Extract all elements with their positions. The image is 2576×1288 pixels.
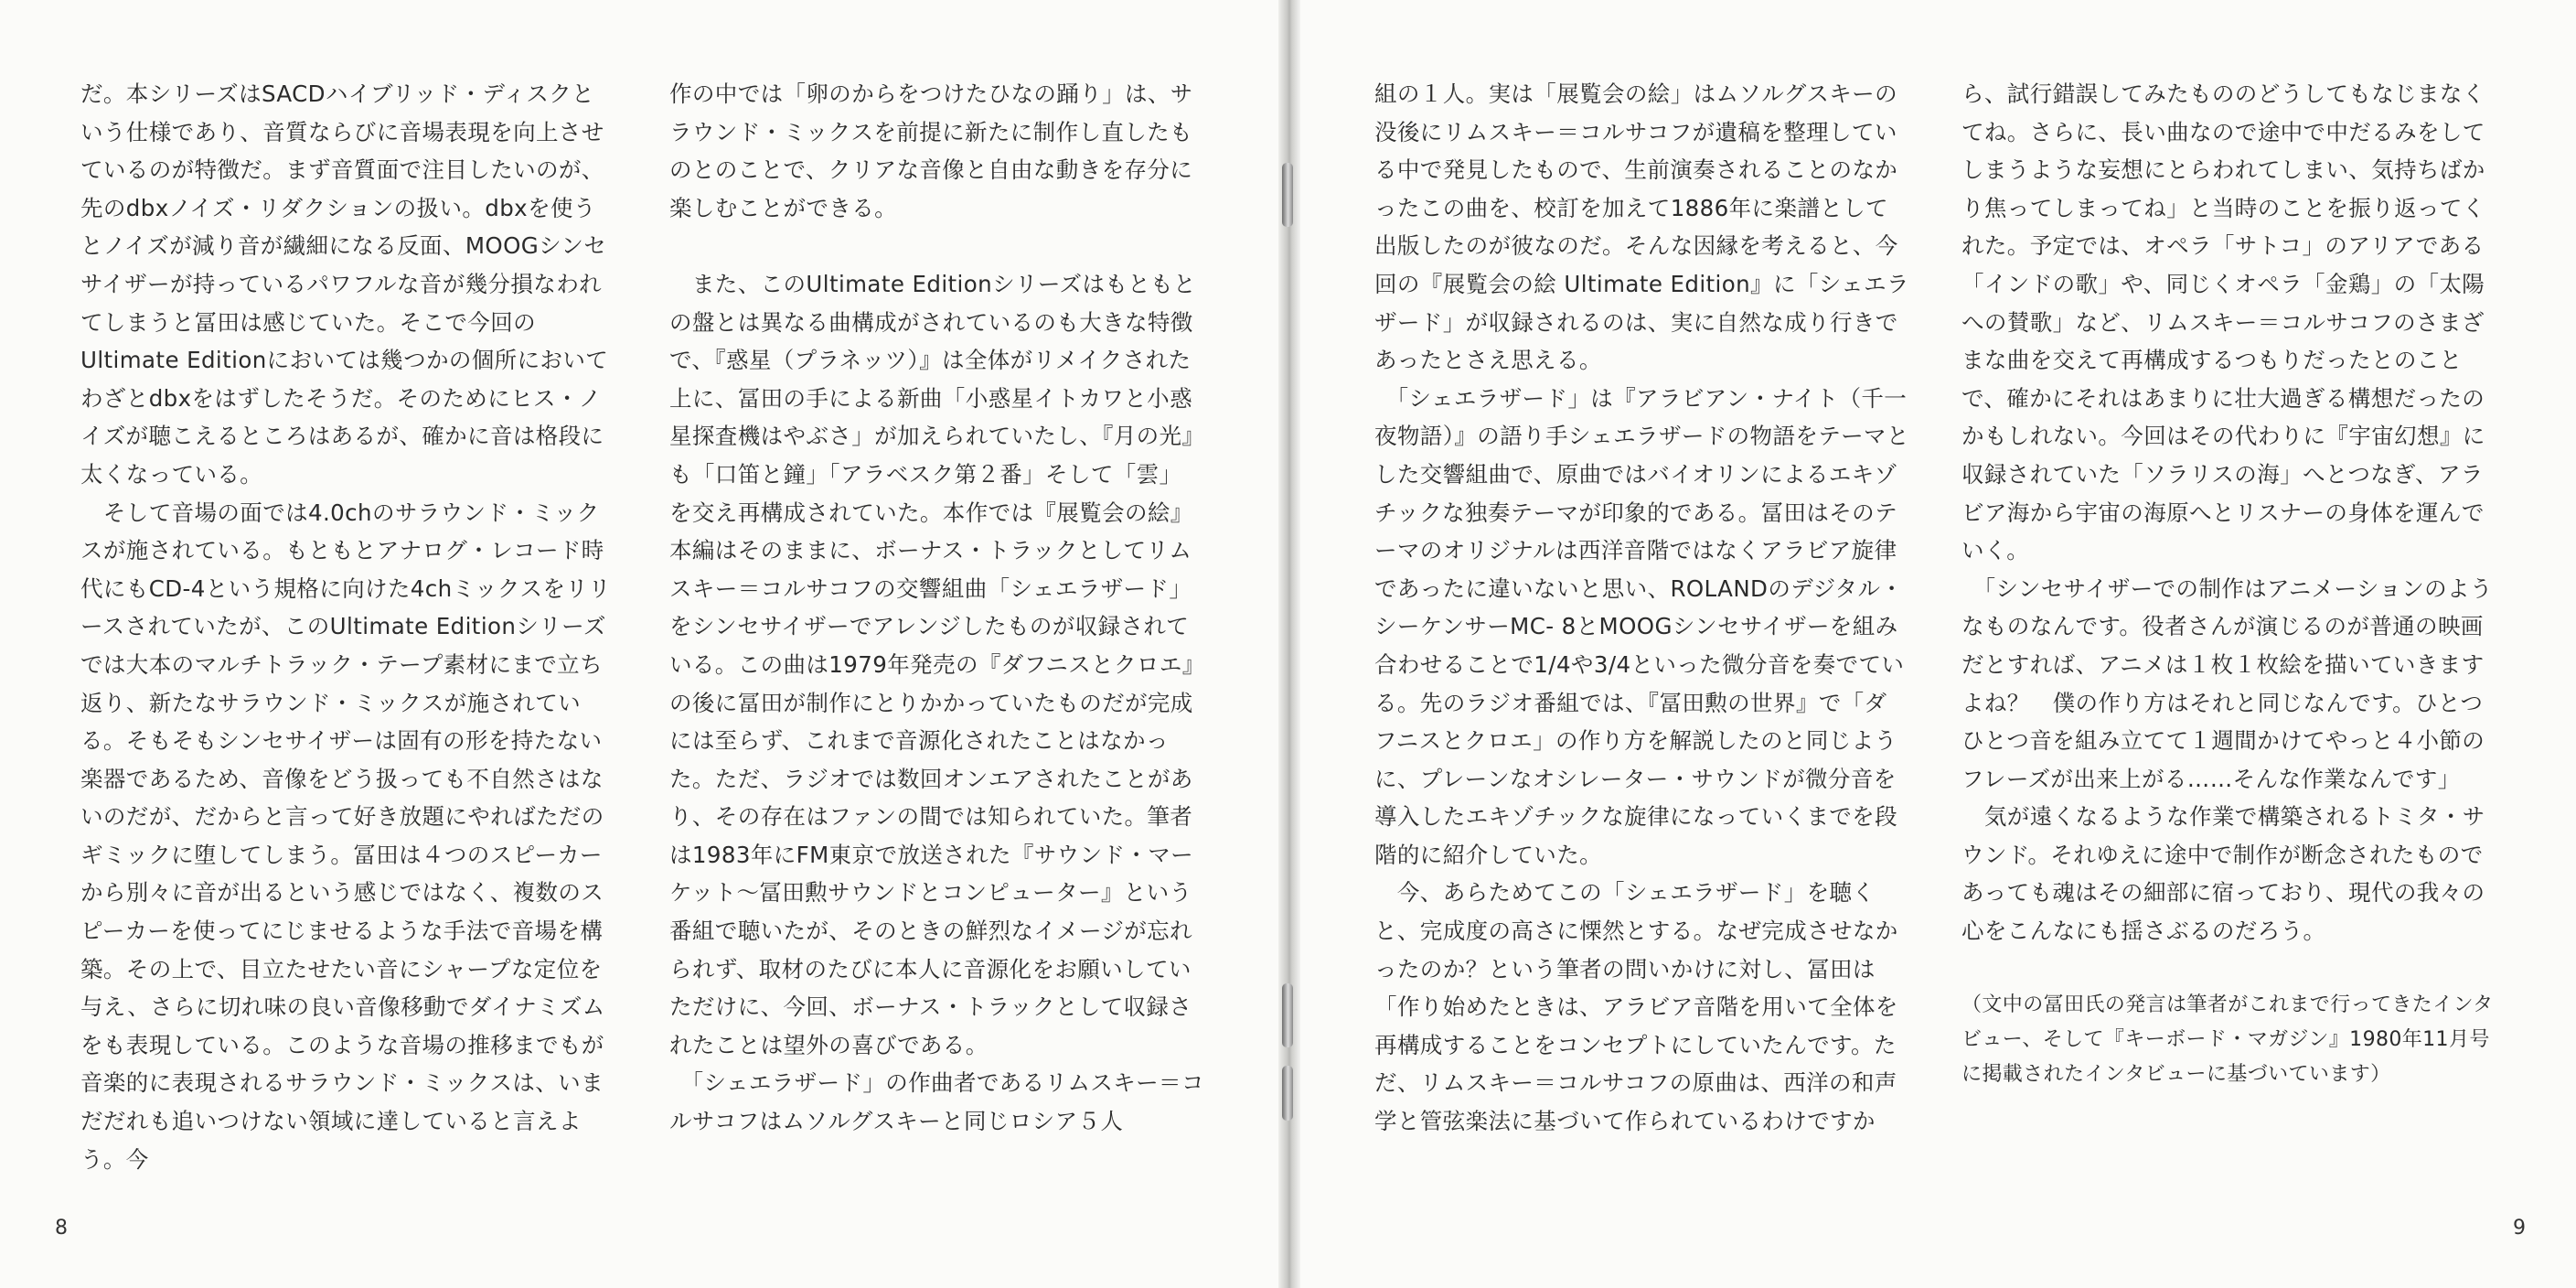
paragraph: 「シェエラザード」は『アラビアン・ナイト（千一夜物語）』の語り手シェエラザードの物語をテーマとした交響組曲で、原曲ではバイオリンによるエキゾチックな独奏テーマが印象的である。冨田はそのテーマのオリジナルは西洋音階ではなくアラビア旋律であったに違いないと思い、ROLANDのデジタル・シーケンサーMC- 8とMOOGシンセサイザーを組み合わせることで1/4や3/4といった微分音を奏でている。先のラジオ番組では、『冨田勲の世界』で「ダフニスとクロエ」の作り方を解説したのと同じように、プレーンなオシレーター・サウンドが微分音を導入したエキゾチックな旋律になっていくまでを段階的に紹介していた。 bbox=[1374, 384, 1909, 868]
paragraph: そして音場の面では4.0chのサラウンド・ミックスが施されている。もともとアナログ・レコード時代にもCD-4という規格に向けた4chミックスをリリースされていたが、このUltimate Editionシリーズでは大本のマルチトラック・テープ素材にまで立ち返り、新たなサラウンド・ミックスが施されている。そもそもシンセサイザーは固有の形を持たない楽器であるため、音像をどう扱っても不自然さはないのだが、だからと言って好き放題にやればただのギミックに堕してしまう。冨田は４つのスピーカーから別々に音が出るという感じではなく、複数のスピーカーを使ってにじませるような手法で音場を構築。その上で、目立たせたい音にシャープな定位を与え、さらに切れ味の良い音像移動でダイナミズムをも表現している。このような音場の推移までもが音楽的に表現されるサラウンド・ミックスは、いまだだれも追いつけない領域に達していると言えよう。今 bbox=[80, 499, 612, 1173]
left-column-2 bbox=[669, 75, 1204, 1141]
source-note: （文中の冨田氏の発言は筆者がこれまで行ってきたインタビュー、そして『キーボード・マガジン』1980年11月号に掲載されたインタビューに基づいています） bbox=[1961, 993, 2494, 1087]
right-column-1 bbox=[1374, 75, 1909, 1141]
staple bbox=[1282, 983, 1293, 1047]
left-column-1 bbox=[80, 75, 615, 1178]
paragraph: 「シェエラザード」の作曲者であるリムスキー＝コルサコフはムソルグスキーと同じロシア５人 bbox=[669, 1069, 1204, 1135]
paragraph: また、このUltimate Editionシリーズはもともとの盤とは異なる曲構成がされているのも大きな特徴で、『惑星（プラネッツ）』は全体がリメイクされた上に、冨田の手による新曲「小惑星イトカワと小惑星探査機はやぶさ」が加えられていたし、『月の光』も「口笛と鐘」「アラベスク第２番」そして「雲」を交え再構成されていた。本作では『展覧会の絵』本編はそのままに、ボーナス・トラックとしてリムスキー＝コルサコフの交響組曲「シェエラザード」をシンセサイザーでアレンジしたものが収録されている。この曲は1979年発売の『ダフニスとクロエ』の後に冨田が制作にとりかかっていたものだが完成には至らず、これまで音源化されたことはなかった。ただ、ラジオでは数回オンエアされたことがあり、その存在はファンの間では知られていた。筆者は1983年にFM東京で放送された『サウンド・マーケット〜冨田勲サウンドとコンピューター』という番組で聴いたが、そのときの鮮烈なイメージが忘れられず、取材のたびに本人に音源化をお願いしていただけに、今回、ボーナス・トラックとして収録されたことは望外の喜びである。 bbox=[669, 270, 1196, 1058]
staple bbox=[1282, 163, 1293, 227]
paragraph-gap bbox=[1961, 950, 2496, 989]
right-column-2 bbox=[1961, 75, 2496, 1092]
paragraph-gap bbox=[669, 227, 1204, 265]
page-number-right: 9 bbox=[2513, 1217, 2526, 1240]
paragraph: 今、あらためてこの「シェエラザード」を聴くと、完成度の高さに慄然とする。なぜ完成させなかったのか？という筆者の問いかけに対し、冨田は「作り始めたときは、アラビア音階を用いて全体を再構成することをコンセプトにしていたんです。ただ、リムスキー＝コルサコフの原曲は、西洋の和声学と管弦楽法に基づいて作られているわけですか bbox=[1374, 879, 1898, 1135]
paragraph: ら、試行錯誤してみたもののどうしてもなじまなくてね。さらに、長い曲なので途中で中だるみをしてしまうような妄想にとらわれてしまい、気持ちばかり焦ってしまってね」と当時のことを振り返ってくれた。予定では、オペラ「サトコ」のアリアである「インドの歌」や、同じくオペラ「金鶏」の「太陽への賛歌」など、リムスキー＝コルサコフのさまざまな曲を交えて再構成するつもりだったとのことで、確かにそれはあまりに壮大過ぎる構想だったのかもしれない。今回はその代わりに『宇宙幻想』に収録されていた「ソラリスの海」へとつなぎ、アラビア海から宇宙の海原へとリスナーの身体を運んでいく。 bbox=[1961, 80, 2485, 564]
right-page bbox=[1291, 0, 2576, 1288]
paragraph: 「シンセサイザーでの制作はアニメーションのようなものなんです。役者さんが演じるのが普通の映画だとすれば、アニメは１枚１枚絵を描いていきますよね？ 僕の作り方はそれと同じなんです。ひとつひとつ音を組み立てて１週間かけてやっと４小節のフレーズが出来上がる……そんな作業なんです」 bbox=[1961, 574, 2493, 792]
staple bbox=[1282, 1066, 1293, 1121]
page-number-left: 8 bbox=[55, 1217, 68, 1240]
paragraph: 組の１人。実は「展覧会の絵」はムソルグスキーの没後にリムスキー＝コルサコフが遺稿を整理している中で発見したもので、生前演奏されることのなかったこの曲を、校訂を加えて1886年に楽譜として出版したのが彼なのだ。そんな因縁を考えると、今回の『展覧会の絵 Ultimate Edition』に「シェエラザード」が収録されるのは、実に自然な成り行きであったとさえ思える。 bbox=[1374, 80, 1909, 374]
paragraph: 気が遠くなるような作業で構築されるトミタ・サウンド。それゆえに途中で制作が断念されたものであっても魂はその細部に宿っており、現代の我々の心をこんなにも揺さぶるのだろう。 bbox=[1961, 803, 2485, 945]
paragraph: 作の中では「卵のからをつけたひなの踊り」は、サラウンド・ミックスを前提に新たに制作し直したものとのことで、クリアな音像と自由な動きを存分に楽しむことができる。 bbox=[669, 80, 1193, 221]
paragraph: だ。本シリーズはSACDハイブリッド・ディスクという仕様であり、音質ならびに音場表現を向上させているのが特徴だ。まず音質面で注目したいのが、先のdbxノイズ・リダクションの扱い。dbxを使うとノイズが減り音が繊細になる反面、MOOGシンセサイザーが持っているパワフルな音が幾分損なわれてしまうと冨田は感じていた。そこで今回のUltimate Editionにおいては幾つかの個所においてわざとdbxをはずしたそうだ。そのためにヒス・ノイズが聴こえるところはあるが、確かに音は格段に太くなっている。 bbox=[80, 80, 609, 488]
